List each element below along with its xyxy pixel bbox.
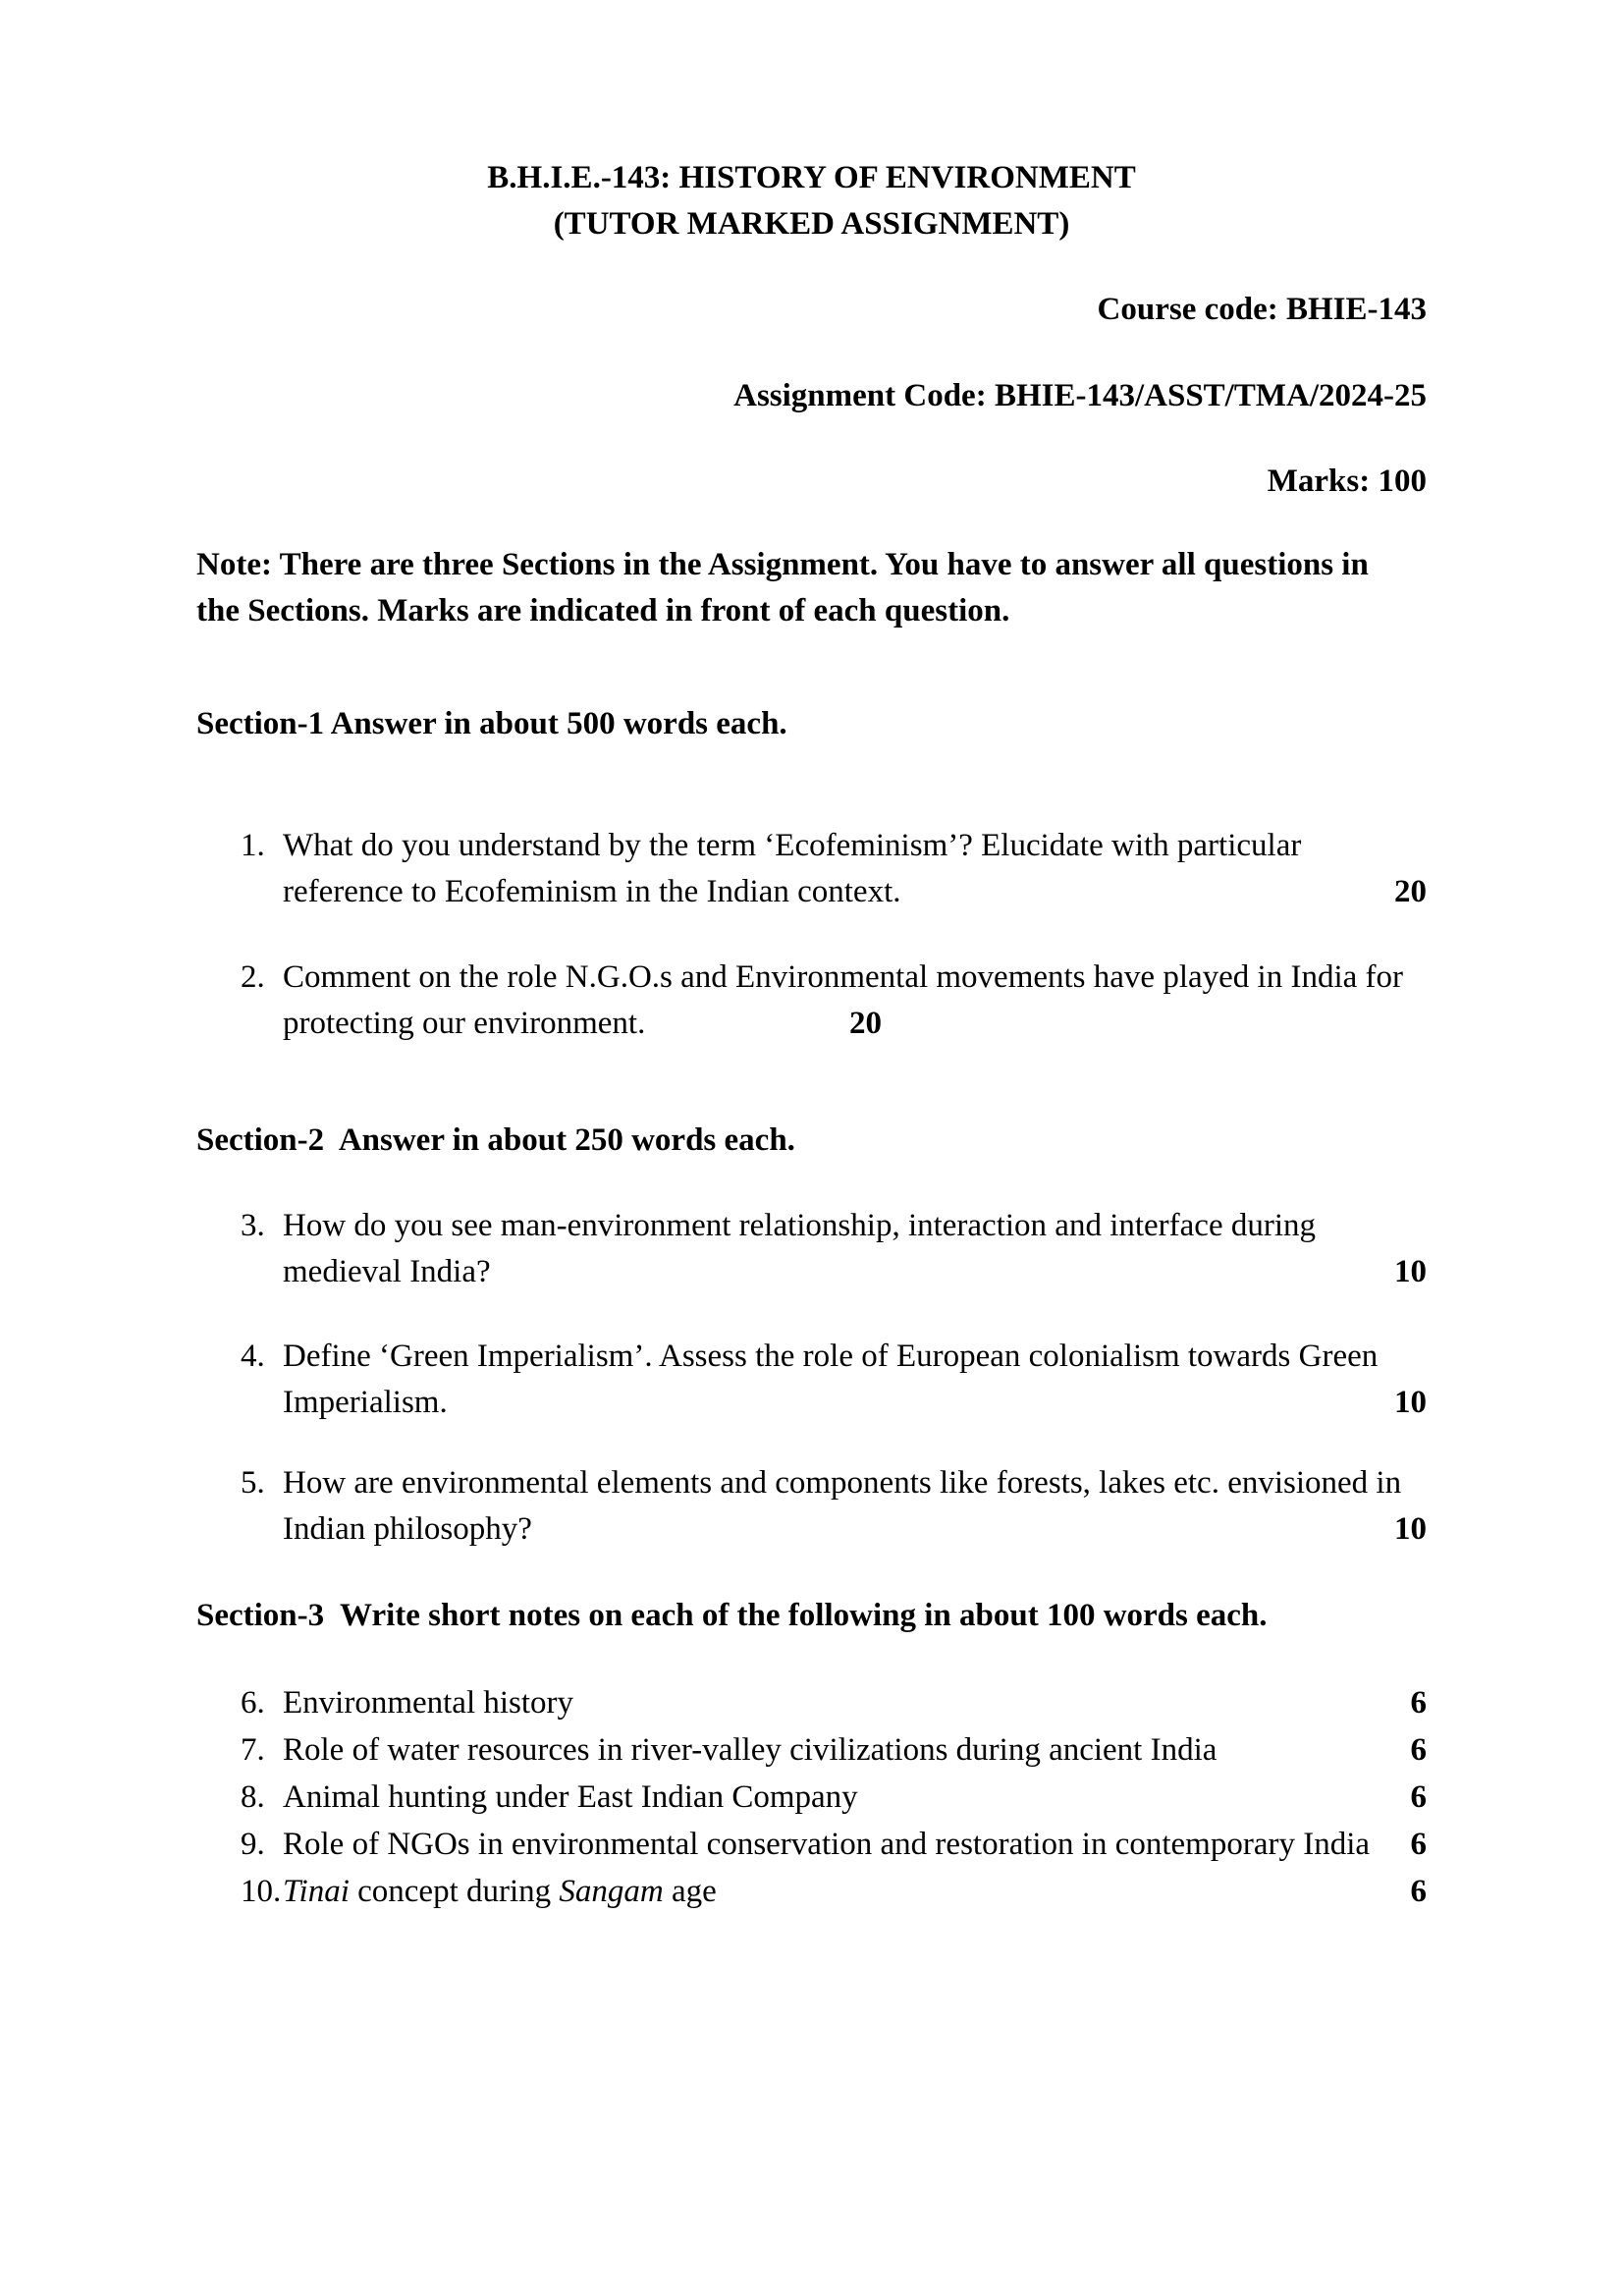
total-marks: Marks: 100 <box>1267 464 1427 499</box>
question-10-text-b: age <box>663 1874 717 1909</box>
question-3-marks: 10 <box>1394 1254 1427 1289</box>
question-2-line-2: protecting our environment. <box>283 1006 646 1041</box>
section-2-heading: Section-2 Answer in about 250 words each. <box>196 1122 795 1158</box>
title-line-1: B.H.I.E.-143: HISTORY OF ENVIRONMENT <box>487 160 1136 195</box>
note-line-1: Note: There are three Sections in the Assignment. You have to answer all questions in <box>196 547 1369 582</box>
question-1-line-1: What do you understand by the term ‘Ecofeminism’? Elucidate with particular <box>283 828 1302 863</box>
question-2-number: 2. <box>241 959 265 995</box>
question-2 <box>241 955 1427 1047</box>
question-10-text-a: concept during <box>349 1874 560 1909</box>
note-paragraph <box>196 542 1427 634</box>
question-5 <box>241 1460 1427 1553</box>
question-2-line-1: Comment on the role N.G.O.s and Environmental movements have played in India for <box>283 959 1403 995</box>
course-code: Course code: BHIE-143 <box>1097 292 1427 327</box>
question-4-number: 4. <box>241 1339 265 1374</box>
question-4-line-2: Imperialism. <box>283 1385 448 1420</box>
question-8-marks: 6 <box>1410 1779 1427 1815</box>
question-6 <box>241 1679 1427 1726</box>
question-6-text: Environmental history <box>283 1685 574 1721</box>
question-8 <box>241 1774 1427 1821</box>
section-1-heading: Section-1 Answer in about 500 words each. <box>196 706 787 741</box>
note-line-2: the Sections. Marks are indicated in front of each question. <box>196 593 1010 629</box>
question-6-number: 6. <box>241 1685 265 1721</box>
question-8-text: Animal hunting under East Indian Company <box>283 1779 858 1815</box>
question-1-line-2: reference to Ecofeminism in the Indian context. <box>283 874 901 909</box>
question-5-number: 5. <box>241 1465 265 1501</box>
question-1-number: 1. <box>241 828 265 863</box>
question-9-marks: 6 <box>1410 1827 1427 1862</box>
question-5-line-1: How are environmental elements and components like forests, lakes etc. envisioned in <box>283 1465 1402 1501</box>
question-10-number: 10. <box>241 1874 282 1909</box>
question-10 <box>241 1868 1427 1915</box>
question-4-line-1: Define ‘Green Imperialism’. Assess the role of European colonialism towards Green <box>283 1339 1379 1374</box>
question-3-number: 3. <box>241 1208 265 1243</box>
question-6-marks: 6 <box>1410 1685 1427 1721</box>
question-1 <box>241 823 1427 915</box>
question-4-marks: 10 <box>1394 1385 1427 1420</box>
question-3 <box>241 1203 1427 1295</box>
section-3-heading: Section-3 Write short notes on each of the following in about 100 words each. <box>196 1598 1268 1633</box>
assignment-code: Assignment Code: BHIE-143/ASST/TMA/2024-25 <box>733 378 1427 413</box>
document-body <box>196 287 1427 1915</box>
question-3-line-2: medieval India? <box>283 1254 491 1289</box>
question-10-marks: 6 <box>1410 1874 1427 1909</box>
question-8-number: 8. <box>241 1779 265 1815</box>
question-7-marks: 6 <box>1410 1732 1427 1768</box>
question-2-marks: 20 <box>849 1006 882 1041</box>
question-9-text: Role of NGOs in environmental conservation and restoration in contemporary India <box>283 1827 1371 1862</box>
question-9-number: 9. <box>241 1827 265 1862</box>
question-5-marks: 10 <box>1394 1511 1427 1547</box>
question-7-text: Role of water resources in river-valley civilizations during ancient India <box>283 1732 1217 1768</box>
question-10-term-sangam: Sangam <box>559 1874 664 1909</box>
document-title <box>0 0 1623 247</box>
question-1-marks: 20 <box>1394 874 1427 909</box>
question-7-number: 7. <box>241 1732 265 1768</box>
question-3-line-1: How do you see man-environment relationship, interaction and interface during <box>283 1208 1317 1243</box>
question-7 <box>241 1726 1427 1774</box>
question-10-term-tinai: Tinai <box>283 1874 350 1909</box>
question-9 <box>241 1821 1427 1868</box>
question-5-line-2: Indian philosophy? <box>283 1511 532 1547</box>
question-4 <box>241 1334 1427 1426</box>
title-line-2: (TUTOR MARKED ASSIGNMENT) <box>553 206 1070 242</box>
